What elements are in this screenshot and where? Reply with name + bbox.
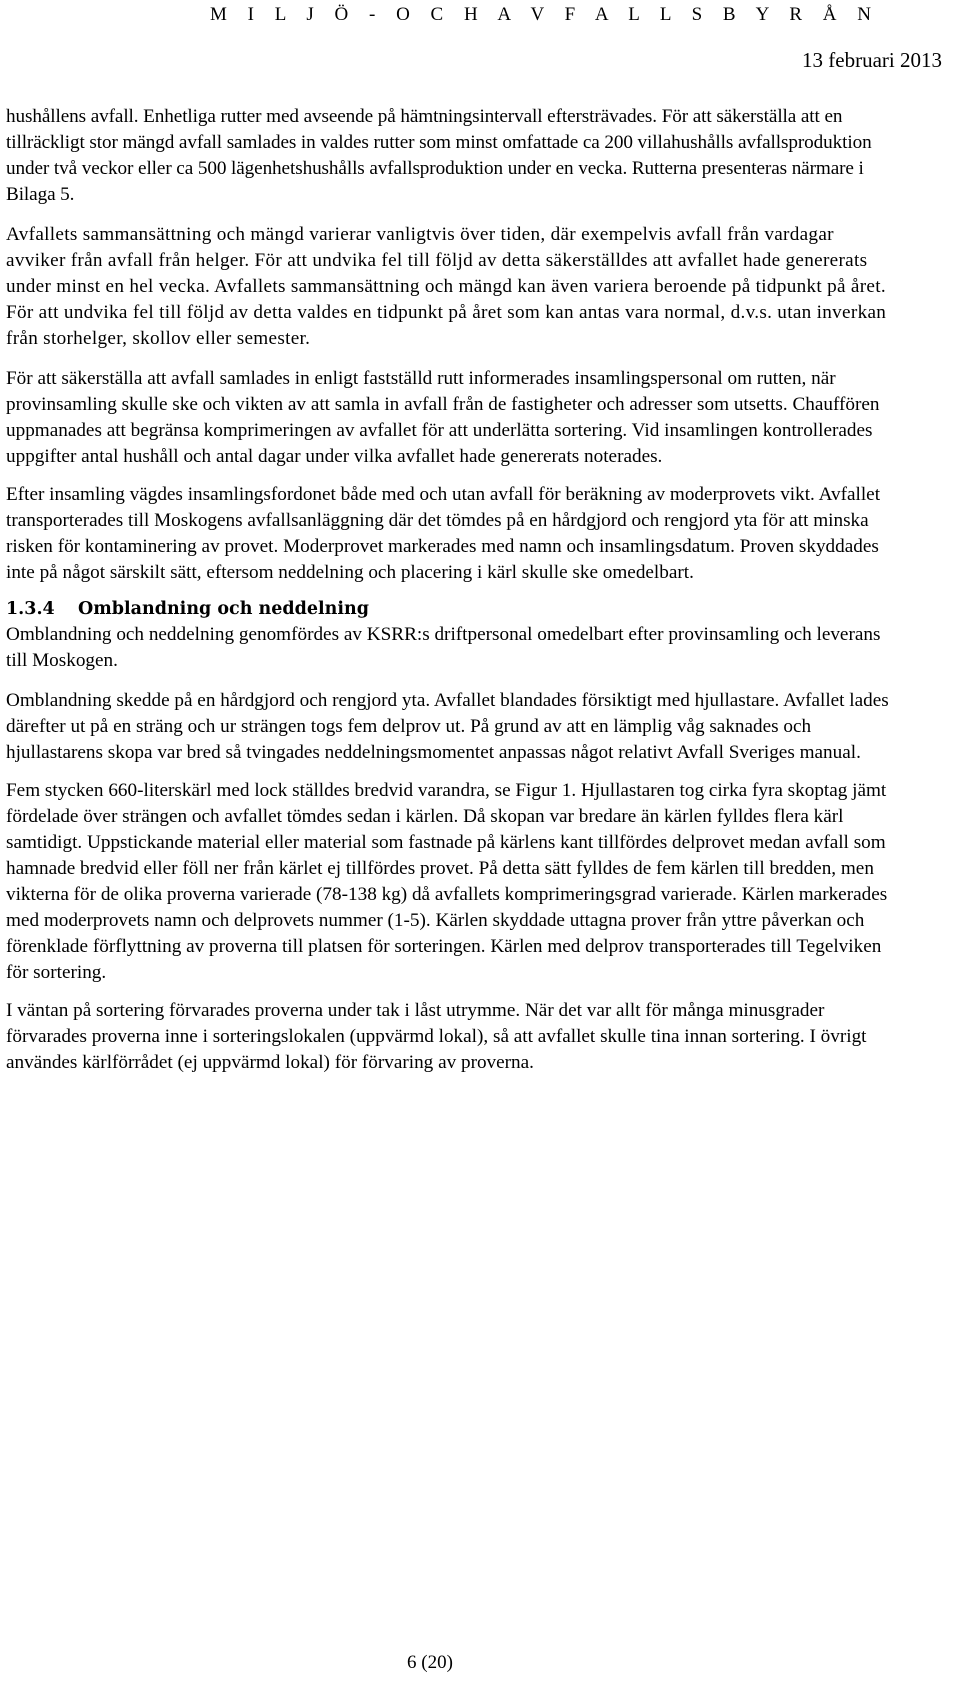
document-date: 13 februari 2013 [802, 48, 942, 72]
document-body [6, 104, 896, 1088]
paragraph-waste-variation: Avfallets sammansättning och mängd varierar vanligtvis över tiden, där exempelvis avfall från vardagar avviker från avfall från helger. För att undvika fel till följd av detta säkerställdes att avfallet hade genererats under minst en hel vecka. Avfallets sammansättning och mängd kan även variera beroende på tidpunkt på året. För att undvika fel till följd av detta valdes en tidpunkt på året som kan antas vara normal, d.v.s. utan inverkan från storhelger, skollov eller semester. [6, 224, 887, 349]
page-number: 6 (20) [407, 1652, 453, 1673]
paragraph-storage: I väntan på sortering förvarades proverna under tak i låst utrymme. När det var allt för många minusgrader förvarades proverna inne i sorteringslokalen (uppvärmd lokal), så att avfallet skulle tina innan sortering. I övrigt användes kärlförrådet (ej uppvärmd lokal) för förvaring av proverna. [6, 1000, 867, 1073]
section-heading [6, 596, 896, 622]
paragraph-route-selection: hushållens avfall. Enhetliga rutter med avseende på hämtningsintervall eftersträvades. För att säkerställa att en tillräckligt stor mängd avfall samlades in valdes rutter som minst omfattade ca 200 villahushålls avfallsproduktion under två veckor eller ca 500 lägenhetshushålls avfallsproduktion under en vecka. Rutterna presenteras närmare i Bilaga 5. [6, 106, 872, 205]
paragraph-mixing-intro: Omblandning och neddelning genomfördes av KSRR:s driftpersonal omedelbart efter provinsamling och leverans till Moskogen. [6, 624, 881, 671]
paragraph-collection-info: För att säkerställa att avfall samlades in enligt fastställd rutt informerades insamlingspersonal om rutten, när provinsamling skulle ske och vikten av att samla in avfall från de fastigheter och adresser som utsetts. Chauffören uppmanades att begränsa komprimeringen av avfallet för att underlätta sortering. Vid insamlingen kontrollerades uppgifter antal hushåll och antal dagar under vilka avfallet hade genererats noterades. [6, 368, 880, 467]
section-title: Omblandning och neddelning [78, 599, 369, 619]
section-number: 1.3.4 [6, 599, 55, 619]
paragraph-subsamples: Fem stycken 660-literskärl med lock ställdes bredvid varandra, se Figur 1. Hjullastaren tog cirka fyra skoptag jämt fördelade över strängen och avfallet tömdes sedan i kärlen. Då skopan var bredare än kärlen fylldes flera kärl samtidigt. Uppstickande material eller material som fastnade på kärlens kant tillfördes delprovet medan avfall som hamnade bredvid eller föll ner från kärlet ej tillfördes provet. På detta sätt fylldes de fem kärlen till bredden, men vikterna för de olika proverna varierade (78-138 kg) då avfallets komprimeringsgrad varierade. Kärlen markerades med moderprovets namn och delprovets nummer (1-5). Kärlen skyddade uttagna prover från yttre påverkan och förenklade förflyttning av proverna till platsen för sorteringen. Kärlen med delprov transporterades till Tegelviken för sortering. [6, 780, 888, 983]
organization-header: M I L J Ö - O C H A V F A L L S B Y R Å N [210, 4, 879, 25]
paragraph-mixing-method: Omblandning skedde på en hårdgjord och rengjord yta. Avfallet blandades försiktigt med hjullastare. Avfallet lades därefter ut på en sträng och ur strängen togs fem delprov ut. På grund av att en lämplig våg saknades och hjullastarens skopa var bred så tvingades neddelningsmomentet anpassas något relativt Avfall Sveriges manual. [6, 690, 889, 763]
paragraph-weighing: Efter insamling vägdes insamlingsfordonet både med och utan avfall för beräkning av moderprovets vikt. Avfallet transporterades till Moskogens avfallsanläggning där det tömdes på en hårdgjord och rengjord yta för att minska risken för kontaminering av provet. Moderprovet markerades med namn och insamlingsdatum. Proven skyddades inte på något särskilt sätt, eftersom neddelning och placering i kärl skulle ske omedelbart. [6, 484, 881, 583]
